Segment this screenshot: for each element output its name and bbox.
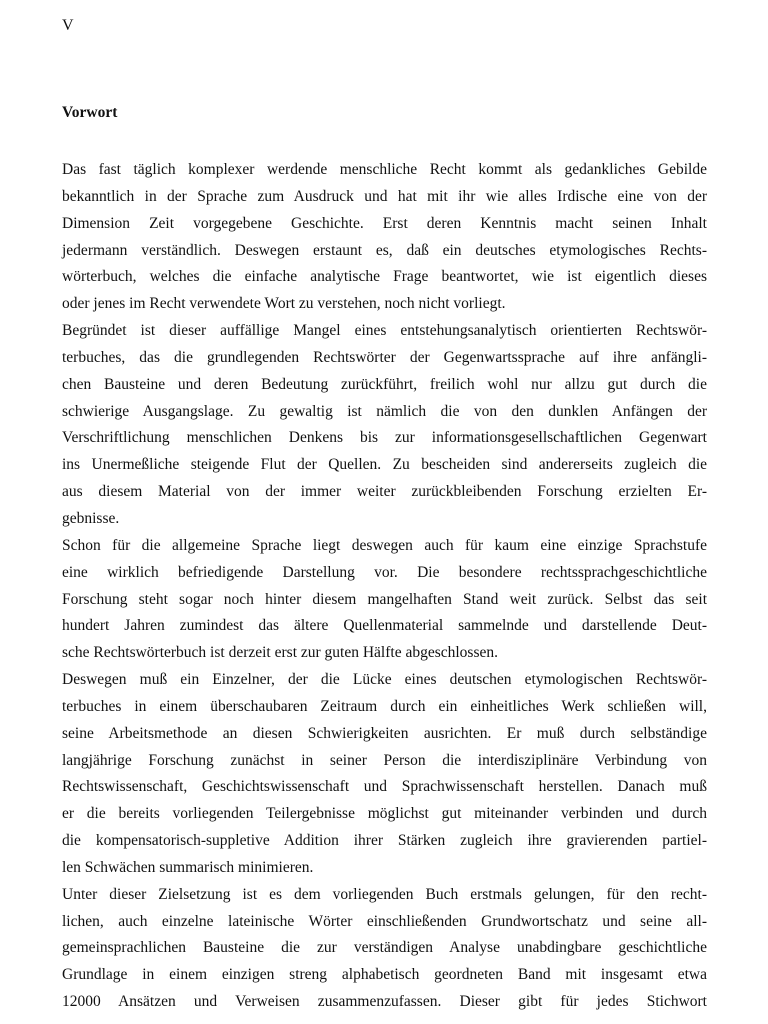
text-line: lichen, auch einzelne lateinische Wörter einschließenden Grundwortschatz und seine all- (62, 912, 707, 930)
text-line: Schon für die allgemeine Sprache liegt deswegen auch für kaum eine einzige Sprachstufe (62, 536, 707, 554)
text-line: hundert Jahren zumindest das ältere Quellenmaterial sammelnde und darstellende Deut- (62, 617, 707, 635)
text-line: Begründet ist dieser auffällige Mangel eines entstehungsanalytisch orientierten Rechtswör- (62, 322, 707, 340)
text-line: er die bereits vorliegenden Teilergebnisse möglichst gut miteinander verbinden und durch (62, 805, 707, 823)
text-line: die kompensatorisch-suppletive Addition ihrer Stärken zugleich ihre gravierenden partiel- (62, 832, 707, 850)
text-line: Das fast täglich komplexer werdende menschliche Recht kommt als gedankliches Gebilde (62, 161, 707, 178)
text-line: langjährige Forschung zunächst in seiner Person die interdisziplinäre Verbindung von (62, 751, 707, 769)
text-line: gemeinsprachlichen Bausteine die zur verständigen Analyse unabdingbare geschichtliche (62, 939, 707, 957)
text-line: Verschriftlichung menschlichen Denkens bis zur informationsgesellschaftlichen Gegenwart (62, 429, 707, 447)
text-line: terbuches, das die grundlegenden Rechtswörter der Gegenwartssprache auf ihre anfängli- (62, 348, 707, 366)
text-line: Forschung steht sogar noch hinter diesem mangelhaften Stand weit zurück. Selbst das seit (62, 590, 707, 608)
text-line: seine Arbeitsmethode an diesen Schwierigkeiten ausrichten. Er muß durch selbständige (62, 724, 707, 742)
text-line: Rechtswissenschaft, Geschichtswissenschaft und Sprachwissenschaft herstellen. Danach muß (62, 778, 707, 796)
text-line: eine wirklich befriedigende Darstellung vor. Die besondere rechtssprachgeschichtliche (62, 563, 707, 581)
text-line: Grundlage in einem einzigen streng alphabetisch geordneten Band mit insgesamt etwa (62, 966, 707, 984)
text-line: schwierige Ausgangslage. Zu gewaltig ist nämlich die von den dunklen Anfängen der (62, 402, 707, 420)
section-heading: Vorwort (62, 104, 118, 121)
text-line: len Schwächen summarisch minimieren. (62, 858, 314, 876)
text-line: chen Bausteine und deren Bedeutung zurückführt, freilich wohl nur allzu gut durch die (62, 375, 707, 393)
text-line: oder jenes im Recht verwendete Wort zu verstehen, noch nicht vorliegt. (62, 295, 506, 313)
body-text (62, 157, 707, 1016)
text-line: gebnisse. (62, 509, 120, 527)
text-line: bekanntlich in der Sprache zum Ausdruck und hat mit ihr wie alles Irdische eine von der (62, 187, 707, 205)
text-line: aus diesem Material von der immer weiter zurückbleibenden Forschung erzielten Er- (62, 483, 707, 501)
text-line: Unter dieser Zielsetzung ist es dem vorliegenden Buch erstmals gelungen, für den recht- (62, 885, 707, 903)
text-line: ins Unermeßliche steigende Flut der Quellen. Zu bescheiden sind andererseits zugleich die (62, 456, 707, 474)
text-line: jedermann verständlich. Deswegen erstaunt es, daß ein deutsches etymologisches Rechts- (62, 241, 707, 259)
text-line: Dimension Zeit vorgegebene Geschichte. Erst deren Kenntnis macht seinen Inhalt (62, 214, 707, 232)
text-line: Deswegen muß ein Einzelner, der die Lücke eines deutschen etymologischen Rechtswör- (62, 671, 707, 689)
page-number: V (62, 17, 74, 34)
text-line: terbuches in einem überschaubaren Zeitraum durch ein einheitliches Werk schließen will, (62, 697, 707, 715)
text-line: 12000 Ansätzen und Verweisen zusammenzufassen. Dieser gibt für jedes Stichwort (62, 993, 707, 1011)
text-line: sche Rechtswörterbuch ist derzeit erst zur guten Hälfte abgeschlossen. (62, 644, 498, 662)
text-line: wörterbuch, welches die einfache analytische Frage beantwortet, wie ist eigentlich dieses (62, 268, 707, 286)
